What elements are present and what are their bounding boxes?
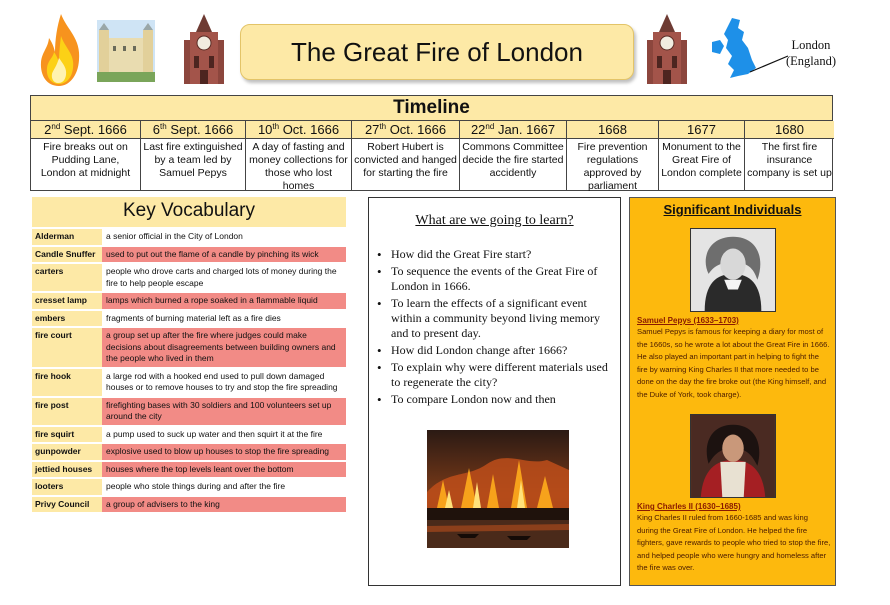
- vocabulary-term: fire squirt: [32, 427, 102, 443]
- clock-tower-icon: [181, 14, 227, 84]
- vocabulary-row: [32, 497, 346, 513]
- timeline-date: [659, 121, 744, 139]
- vocabulary-term: embers: [32, 311, 102, 327]
- learning-list: [377, 247, 614, 407]
- timeline-description: Robert Hubert is convicted and hanged for starting the fire: [354, 141, 457, 179]
- key-vocabulary: [32, 197, 346, 514]
- timeline-date-rest: Sept. 1666: [166, 122, 234, 137]
- vocabulary-definition: explosive used to blow up houses to stop the fire spreading: [102, 444, 346, 460]
- vocabulary-row: [32, 444, 346, 460]
- king-charles-name: King Charles II (1630–1685): [637, 502, 741, 511]
- vocabulary-row: [32, 328, 346, 367]
- vocabulary-row: [32, 264, 346, 291]
- uk-map-icon: [708, 16, 790, 86]
- vocabulary-term: Privy Council: [32, 497, 102, 513]
- timeline-date-suffix: nd: [485, 122, 495, 131]
- flame-icon: [37, 12, 85, 88]
- timeline-date-day: 10: [257, 122, 273, 137]
- individuals-title: Significant Individuals: [663, 202, 802, 217]
- timeline-description: Fire prevention regulations approved by parliament: [577, 141, 648, 192]
- timeline-date-day: 1668: [598, 122, 627, 137]
- vocabulary-definition: a pump used to suck up water and then squirt it at the fire: [102, 427, 346, 443]
- vocabulary-term: looters: [32, 479, 102, 495]
- tower-of-london-picture: [97, 20, 155, 82]
- samuel-pepys-portrait: [690, 228, 776, 312]
- timeline-event: [246, 121, 352, 191]
- vocabulary-list: [32, 229, 346, 512]
- vocabulary-term: Candle Snuffer: [32, 247, 102, 263]
- vocabulary-row: [32, 293, 346, 309]
- samuel-pepys-text: Samuel Pepys is famous for keeping a diary for most of the 1660s, so he wrote a lot about the Great Fire in 1666. He also played an important part in helping to fight the fire by warning King Charles II that more needed to be done on the day the fire broke out (the King himself, and the Duke of York, took charge).: [637, 327, 830, 399]
- vocabulary-definition: a group of advisers to the king: [102, 497, 346, 513]
- vocabulary-definition: a group set up after the fire where judges could make decisions about disagreements between building owners and the people who lived in them: [102, 328, 346, 367]
- vocabulary-definition: a large rod with a hooked end used to pull down damaged houses or to remove houses to try and stop the fire spreading: [102, 369, 346, 396]
- timeline-date-rest: Oct. 1666: [279, 122, 340, 137]
- timeline: [30, 95, 833, 191]
- vocabulary-row: [32, 427, 346, 443]
- timeline-date: [246, 121, 351, 139]
- vocabulary-definition: lamps which burned a rope soaked in a flammable liquid: [102, 293, 346, 309]
- learning-objectives: [368, 197, 621, 586]
- vocabulary-definition: fragments of burning material left as a fire dies: [102, 311, 346, 327]
- timeline-date-suffix: th: [272, 122, 280, 131]
- timeline-event: [352, 121, 460, 191]
- timeline-date-day: 27: [364, 122, 380, 137]
- timeline-description: Last fire extinguished by a team led by Samuel Pepys: [143, 141, 243, 179]
- timeline-date: [31, 121, 140, 139]
- vocabulary-row: [32, 311, 346, 327]
- timeline-description: The first fire insurance company is set up: [747, 141, 832, 179]
- great-fire-painting: [427, 430, 569, 548]
- page-title: The Great Fire of London: [240, 24, 634, 80]
- learning-item: • How did London change after 1666?: [377, 343, 614, 358]
- learning-item: • To learn the effects of a significant event within a community beyond living memory and to present day.: [377, 296, 614, 341]
- timeline-date: [567, 121, 658, 139]
- timeline-date-rest: Sept. 1666: [60, 122, 127, 137]
- vocabulary-term: cresset lamp: [32, 293, 102, 309]
- vocabulary-title: Key Vocabulary: [32, 197, 346, 227]
- learning-item: • How did the Great Fire start?: [377, 247, 614, 262]
- timeline-date: [460, 121, 566, 139]
- vocabulary-row: [32, 369, 346, 396]
- vocabulary-term: fire hook: [32, 369, 102, 396]
- timeline-description: Commons Committee decide the fire started accidently: [462, 141, 564, 179]
- clock-tower-icon-right: [644, 14, 690, 84]
- timeline-date: [141, 121, 245, 139]
- learning-item: • To explain why were different materials used to regenerate the city?: [377, 360, 614, 390]
- timeline-date-day: 1677: [687, 122, 716, 137]
- vocabulary-term: gunpowder: [32, 444, 102, 460]
- vocabulary-row: [32, 247, 346, 263]
- learning-item: • To compare London now and then: [377, 392, 614, 407]
- vocabulary-definition: houses where the top levels leant over the bottom: [102, 462, 346, 478]
- vocabulary-row: [32, 398, 346, 425]
- learning-title: What are we going to learn?: [415, 213, 574, 228]
- timeline-date-day: 2: [44, 122, 52, 137]
- timeline-description: Monument to the Great Fire of London complete: [661, 141, 742, 179]
- vocabulary-term: jettied houses: [32, 462, 102, 478]
- timeline-grid: [31, 121, 832, 191]
- vocabulary-row: [32, 462, 346, 478]
- timeline-event: [567, 121, 659, 191]
- map-label: London (England): [786, 38, 836, 68]
- vocabulary-term: Alderman: [32, 229, 102, 245]
- timeline-event: [460, 121, 567, 191]
- timeline-description: Fire breaks out on Pudding Lane, London at midnight: [40, 141, 131, 179]
- vocabulary-definition: people who stole things during and after the fire: [102, 479, 346, 495]
- vocabulary-definition: a senior official in the City of London: [102, 229, 346, 245]
- timeline-date-suffix: th: [379, 122, 387, 131]
- timeline-date-day: 1680: [775, 122, 804, 137]
- vocabulary-term: fire court: [32, 328, 102, 367]
- timeline-date-rest: Jan. 1667: [494, 122, 556, 137]
- timeline-event: [141, 121, 246, 191]
- timeline-date: [352, 121, 459, 139]
- timeline-event: [745, 121, 834, 191]
- timeline-date-suffix: nd: [51, 122, 61, 131]
- learning-item: • To sequence the events of the Great Fire of London in 1666.: [377, 264, 614, 294]
- vocabulary-definition: people who drove carts and charged lots of money during the fire to help people escape: [102, 264, 346, 291]
- timeline-description: A day of fasting and money collections for those who lost homes: [249, 141, 348, 192]
- timeline-date-rest: Oct. 1666: [386, 122, 447, 137]
- king-charles-text: King Charles II ruled from 1660-1685 and was king during the Great Fire of London. He helped the fire fighters, gave rewards to people who tried to stop the fire, and helped people who were hungry and homeless after the fire was over.: [637, 513, 831, 572]
- vocabulary-row: [32, 229, 346, 245]
- timeline-event: [659, 121, 745, 191]
- vocabulary-term: fire post: [32, 398, 102, 425]
- samuel-pepys-name: Samuel Pepys (1633–1703): [637, 316, 739, 325]
- vocabulary-definition: firefighting bases with 30 soldiers and 100 volunteers set up around the city: [102, 398, 346, 425]
- vocabulary-row: [32, 479, 346, 495]
- vocabulary-definition: used to put out the flame of a candle by pinching its wick: [102, 247, 346, 263]
- timeline-date-day: 22: [470, 122, 486, 137]
- timeline-date-day: 6: [152, 122, 161, 137]
- king-charles-portrait: [690, 414, 776, 498]
- timeline-title: Timeline: [31, 96, 832, 121]
- vocabulary-term: carters: [32, 264, 102, 291]
- timeline-event: [31, 121, 141, 191]
- timeline-date: [745, 121, 834, 139]
- timeline-date-suffix: th: [160, 122, 167, 131]
- significant-individuals: [629, 197, 836, 586]
